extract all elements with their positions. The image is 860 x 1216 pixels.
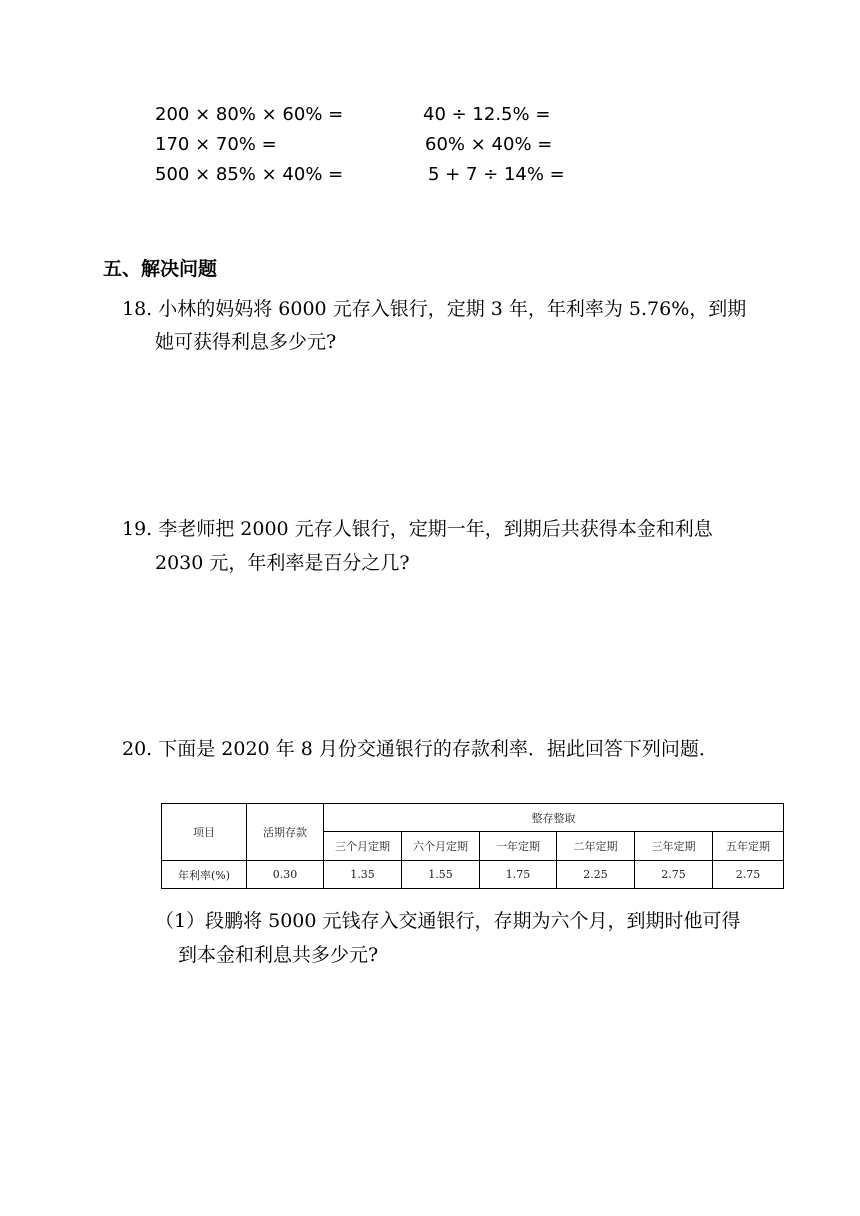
q20-sub1-line1: （1）段鹏将 5000 元钱存入交通银行，存期为六个月，到期时他可得 [155,910,741,932]
q20-sub1-line2: 到本金和利息共多少元? [178,944,379,966]
q19-line1: 19. 李老师把 2000 元存人银行，定期一年，到期后共获得本金和利息 [122,518,713,540]
table-subheader: 二年定期 [557,832,635,861]
table-cell: 0.30 [247,861,324,889]
q18-line1: 18. 小林的妈妈将 6000 元存入银行，定期 3 年，年利率为 5.76%，到期 [122,298,747,320]
table-row [162,861,784,889]
table-cell: 1.55 [402,861,480,889]
table-cell: 1.35 [324,861,402,889]
table-subheader: 五年定期 [713,832,784,861]
table-subheader: 三年定期 [635,832,713,861]
table-cell: 2.25 [557,861,635,889]
table-cell: 2.75 [635,861,713,889]
q20-line1: 20. 下面是 2020 年 8 月份交通银行的存款利率．据此回答下列问题． [122,738,718,760]
calc-row1-right: 40 ÷ 12.5% = [423,104,551,125]
table-header-group: 整存整取 [324,804,784,832]
table-cell: 1.75 [480,861,557,889]
calc-row2-left: 170 × 70% = [155,134,277,155]
calc-row1-left: 200 × 80% × 60% = [155,104,344,125]
section-title: 五、解决问题 [103,258,218,280]
table-subheader: 六个月定期 [402,832,480,861]
table-subheader: 三个月定期 [324,832,402,861]
q18-line2: 她可获得利息多少元? [155,331,337,353]
calc-row3-left: 500 × 85% × 40% = [155,164,344,185]
interest-rate-table [161,803,784,889]
calc-row2-right: 60% × 40% = [425,134,553,155]
table-header-item: 项目 [162,804,247,861]
q19-line2: 2030 元，年利率是百分之几? [155,552,410,574]
table-subheader: 一年定期 [480,832,557,861]
table-cell: 2.75 [713,861,784,889]
calc-row3-right: 5 + 7 ÷ 14% = [428,164,565,185]
table-header-demand: 活期存款 [247,804,324,861]
table-row-label: 年利率(%) [162,861,247,889]
